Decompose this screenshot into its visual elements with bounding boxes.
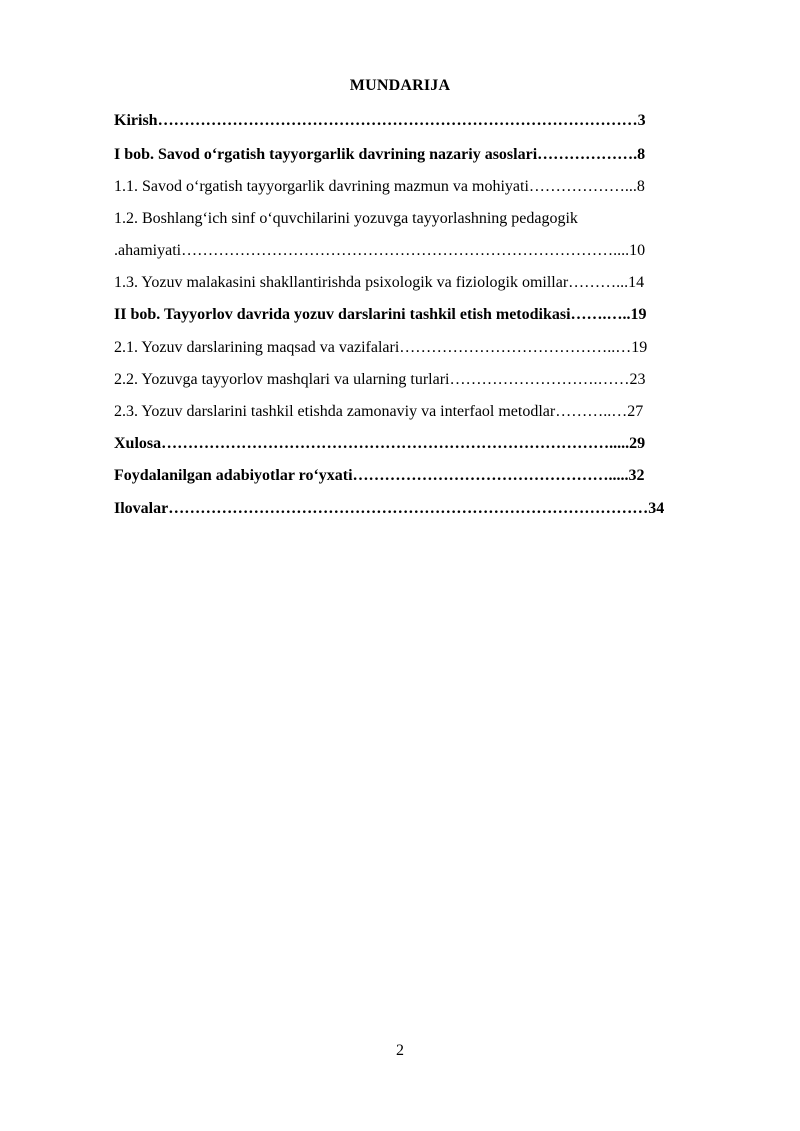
toc-entry-section-1-2-continued: .ahamiyati………………………………………………………………………....10 bbox=[114, 242, 646, 259]
toc-entry-section-2-1: 2.1. Yozuv darslarining maqsad va vazifalari…………………………………..…19 bbox=[114, 339, 648, 356]
toc-entry-bibliography: Foydalanilgan adabiyotlar ro‘yxati………………………………………….....32 bbox=[114, 467, 645, 484]
toc-entry-section-1-2: 1.2. Boshlang‘ich sinf o‘quvchilarini yozuvga tayyorlashning pedagogik bbox=[114, 210, 578, 227]
toc-entry-section-1-1: 1.1. Savod o‘rgatish tayyorgarlik davrining mazmun va mohiyati………………...8 bbox=[114, 178, 645, 195]
toc-entry-chapter-2: II bob. Tayyorlov davrida yozuv darslarini tashkil etish metodikasi…….…..19 bbox=[114, 306, 647, 323]
toc-entry-section-2-2: 2.2. Yozuvga tayyorlov mashqlari va ularning turlari……………………….……23 bbox=[114, 371, 646, 388]
toc-entry-section-2-3: 2.3. Yozuv darslarini tashkil etishda zamonaviy va interfaol metodlar………..…27 bbox=[114, 403, 644, 420]
toc-entry-chapter-1: I bob. Savod o‘rgatish tayyorgarlik davrining nazariy asoslari……………….8 bbox=[114, 146, 646, 163]
toc-entry-section-1-3: 1.3. Yozuv malakasini shakllantirishda psixologik va fiziologik omillar………...14 bbox=[114, 274, 645, 291]
page-number: 2 bbox=[396, 1042, 404, 1059]
toc-entry-appendices: Ilovalar………………………………………………………………………………34 bbox=[114, 500, 665, 517]
toc-entry-introduction: Kirish………………………………………………………………………………3 bbox=[114, 112, 646, 129]
document-title: MUNDARIJA bbox=[349, 77, 451, 94]
toc-entry-conclusion: Xulosa………………………………………………………………………….....29 bbox=[114, 435, 646, 452]
